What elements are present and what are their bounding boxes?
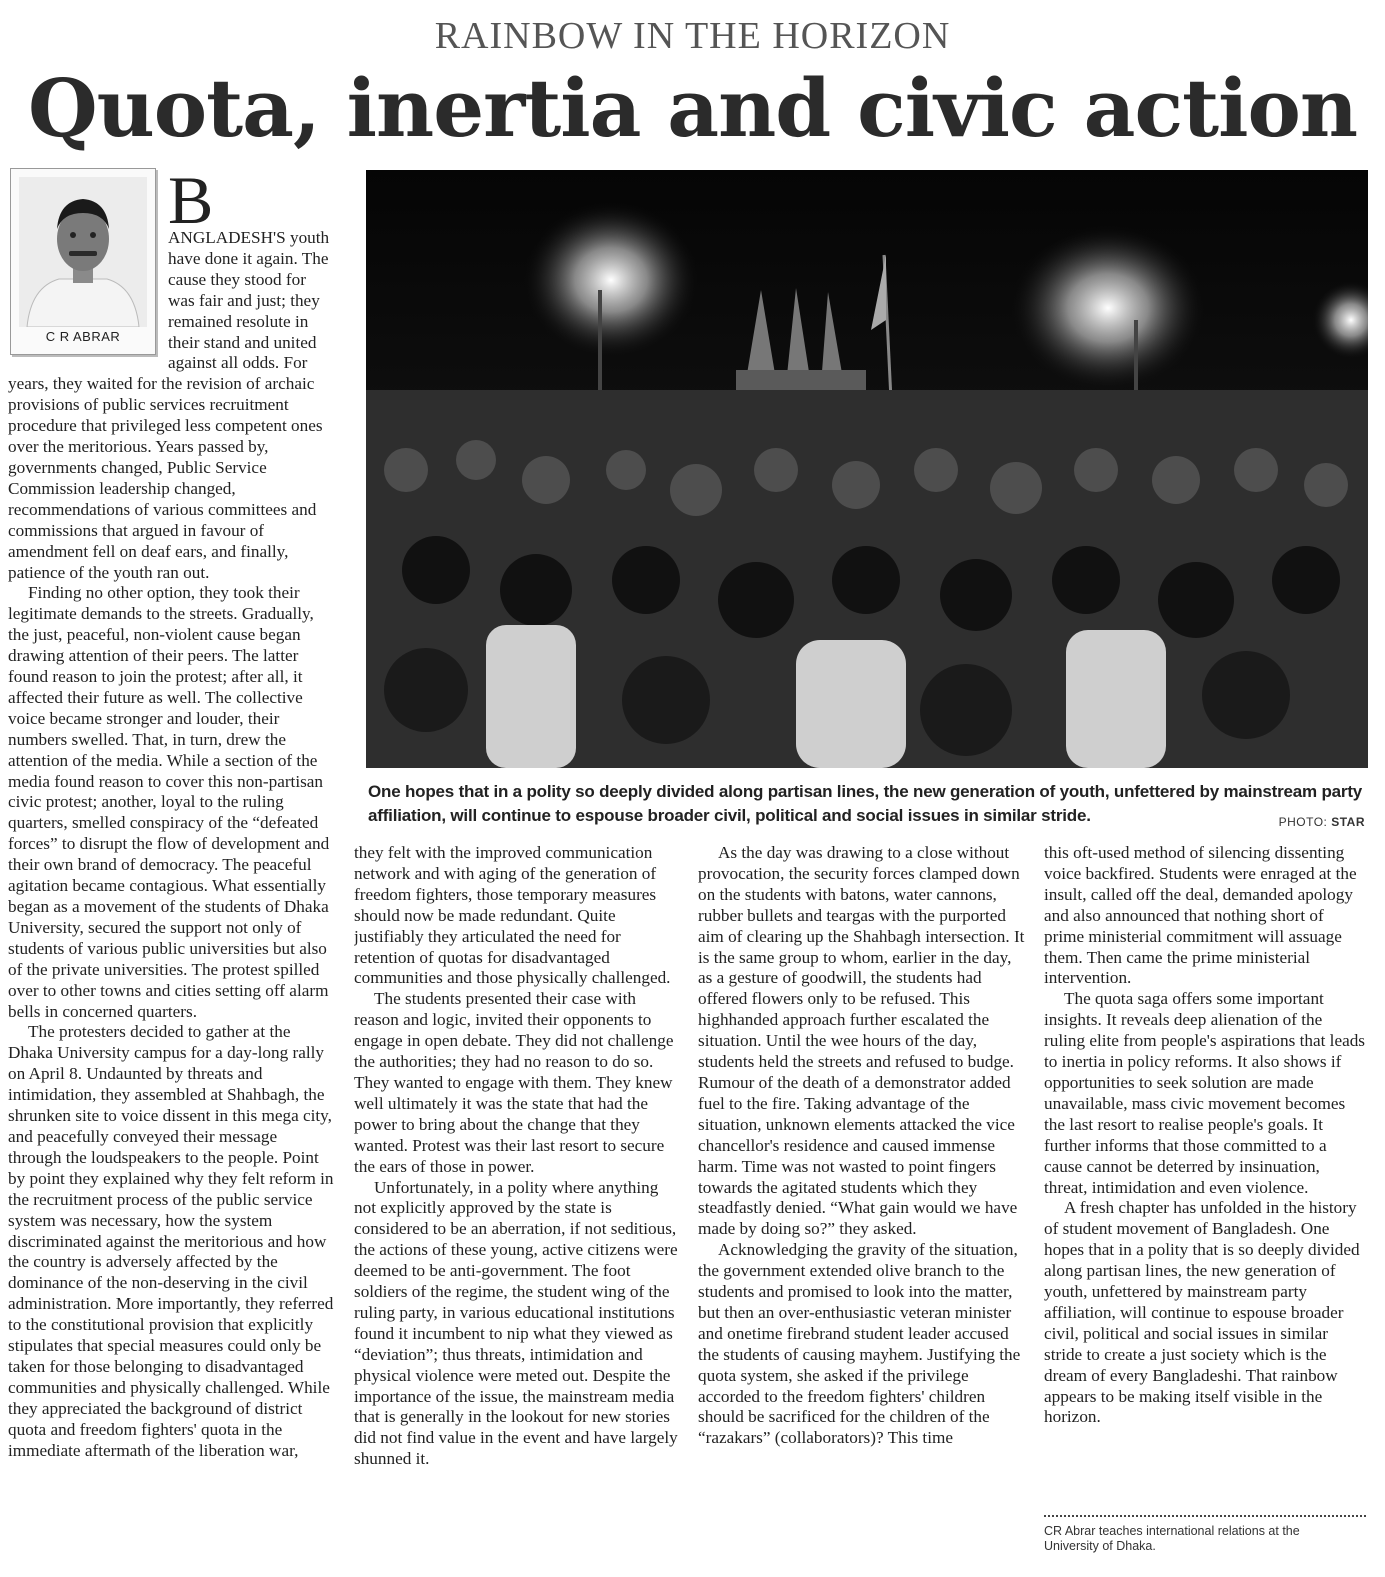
column-4: [1044, 843, 1366, 1503]
protest-photo: [366, 170, 1368, 768]
headline: Quota, inertia and civic action: [27, 61, 1358, 155]
kicker: RAINBOW IN THE HORIZON: [434, 15, 951, 57]
column-1: [8, 168, 334, 1576]
author-box: [10, 168, 156, 355]
author-name: C R ABRAR: [45, 329, 121, 345]
column-2: [354, 843, 680, 1577]
paragraph: As the day was drawing to a close without provocation, the security forces clamped down on the students with batons, water cannons, rubber bullets and teargas with the purported aim of clearing up the Shahbagh intersection. It is the same group to whom, earlier in the day, as a gesture of goodwill, the students had offered flowers only to be refused. This highhanded approach further escalated the situation. Until the wee hours of the day, students held the streets and refused to budge. Rumour of the death of a demonstrator added fuel to the fire. Taking advantage of the situation, unknown elements attacked the vice chancellor's residence and caused immense harm. Time was not wasted to point fingers towards the agitated students which they steadfastly denied. “What gain would we have made by doing so?” they asked.: [698, 843, 1025, 1239]
paragraph: A fresh chapter has unfolded in the history of student movement of Bangladesh. One hopes that in a polity that is so deeply divided along partisan lines, the new generation of youth, unfettered by mainstream party affiliation, will continue to espouse broader civil, political and social issues in similar stride to create a just society which is the dream of every Bangladeshi. That rainbow appears to be making itself visible in the horizon.: [1044, 1198, 1360, 1427]
bio-divider: [1044, 1515, 1366, 1517]
paragraph-lead: ANGLADESH'S: [168, 228, 286, 247]
photo-credit: [1279, 815, 1365, 829]
photo-credit-source: STAR: [1331, 815, 1365, 829]
paragraph: The students presented their case with reason and logic, invited their opponents to engage in open debate. They did not challenge the authorities; they had no reason to do so. They wanted to engage with them. They knew well ultimately it was the state that had the power to bring about the change that they wanted. Protest was their last resort to secure the ears of those in power.: [354, 989, 674, 1176]
author-photo: [19, 177, 147, 327]
paragraph: they felt with the improved communication network and with aging of the generation of freedom fighters, those temporary measures should now be made redundant. Quite justifiably they articulated the need for retention of quotas for disadvantaged communities and those physically challenged.: [354, 843, 671, 988]
photo-caption: One hopes that in a polity so deeply divided along partisan lines, the new generation of youth, unfettered by mainstream party affiliation, will continue to espouse broader civil, political and social issues in similar stride.: [368, 782, 1363, 825]
paragraph-text: youth have done it again. The cause they stood for was fair and just; they remained resolute in their stand and united against all odds. For years, they waited for the revision of archaic provisions of public services recruitment procedure that privileged less competent ones over the meritorious. Years passed by, governments changed, Public Service Commission leadership changed, recommendations of various committees and commissions that argued in favour of amendment fell on deaf ears, and finally, patience of the youth ran out.: [8, 228, 330, 582]
dropcap: B: [168, 168, 214, 238]
author-bio: CR Abrar teaches international relations at the University of Dhaka.: [1044, 1524, 1300, 1553]
paragraph: Acknowledging the gravity of the situation, the government extended olive branch to the students and promised to look into the matter, but then an over-enthusiastic veteran minister and onetime firebrand student leader accused the students of causing mayhem. Justifying the quota system, she asked if the privilege accorded to the freedom fighters' children should be sacrificed for the children of the “razakars” (collaborators)? This time: [698, 1240, 1021, 1448]
photo-credit-label: PHOTO:: [1278, 815, 1328, 829]
paragraph: Finding no other option, they took their legitimate demands to the streets. Gradually, the just, peaceful, non-violent cause began drawing attention of their peers. The latter found reason to join the protest; after all, it affected their future as well. The collective voice became stronger and louder, their numbers swelled. That, in turn, drew the attention of the media. While a section of the media found reason to cover this non-partisan civic protest; another, loyal to the ruling quarters, smelled conspiracy of the “defeated forces” to disrupt the flow of development and their own brand of democracy. The peaceful agitation became contagious. What essentially began as a movement of the students of Dhaka University, secured the support not only of students of various public universities but also of the private universities. The protest spilled over to other towns and cities setting off alarm bells in concerned quarters.: [8, 583, 330, 1021]
paragraph: The protesters decided to gather at the Dhaka University campus for a day-long rally on April 8. Undaunted by threats and intimidation, they assembled at Shahbagh, the shrunken site to voice dissent in this mega city, and peacefully conveyed their message through the loudspeakers to the people. Point by point they explained why they felt reform in the recruitment process of the public service system was necessary, how the system discriminated against the meritorious and how the country is adversely affected by the dominance of the non-deserving in the civil administration. More importantly, they referred to the constitutional provision that explicitly stipulates that special measures could only be taken for those belonging to disadvantaged communities and physically challenged. While they appreciated the background of district quota and freedom fighters' quota in the immediate aftermath of the liberation war,: [8, 1022, 334, 1460]
paragraph: The quota saga offers some important insights. It reveals deep alienation of the ruling elite from people's aspirations that leads to inertia in policy reforms. It also shows if opportunities to seek solution are made unavailable, mass civic movement becomes the last resort to realise people's goals. It further informs that those committed to a cause cannot be deterred by insinuation, threat, intimidation and even violence.: [1044, 989, 1365, 1197]
paragraph: this oft-used method of silencing dissenting voice backfired. Students were enraged at the insult, called off the deal, demanded apology and also announced that nothing short of prime ministerial commitment will assuage them. Then came the prime ministerial intervention.: [1044, 843, 1357, 988]
author-portrait-illustration: [19, 177, 147, 327]
paragraph: Unfortunately, in a polity where anything not explicitly approved by the state is considered to be an aberration, if not seditious, the actions of these young, active citizens were deemed to be anti-government. The foot soldiers of the regime, the student wing of the ruling party, in various educational institutions found it incumbent to nip what they viewed as “deviation”; thus threats, intimidation and physical violence were meted out. Despite the importance of the issue, the mainstream media that is generally in the lookout for new stories did not find value in the event and have largely shunned it.: [354, 1177, 678, 1469]
protest-crowd-illustration: [366, 170, 1368, 768]
column-3: [698, 843, 1026, 1577]
